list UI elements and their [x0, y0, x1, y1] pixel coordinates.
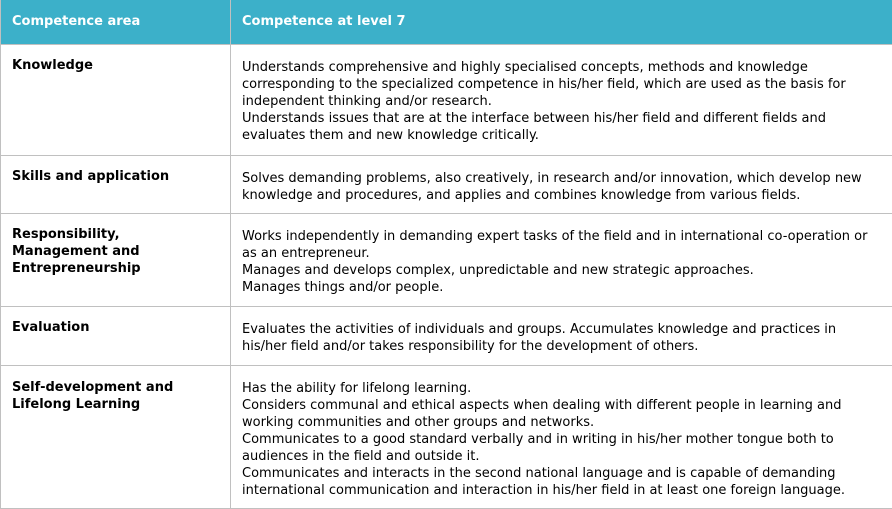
row-description: [231, 44, 892, 155]
description-line: Understands comprehensive and highly specialised concepts, methods and knowledge corresponding to the specialized competence in his/her field, which are used as the basis for independent thinking and/or research.: [242, 59, 881, 110]
description-line: Solves demanding problems, also creatively, in research and/or innovation, which develop new knowledge and procedures, and applies and combines knowledge from various fields.: [242, 170, 881, 204]
row-description: [231, 155, 892, 213]
description-line: Has the ability for lifelong learning.: [242, 380, 881, 397]
description-line: Manages and develops complex, unpredictable and new strategic approaches.: [242, 262, 881, 279]
header-row: [1, 0, 892, 44]
header-competence-level: Competence at level 7: [231, 0, 892, 44]
table-row: [1, 44, 892, 155]
row-description: [231, 365, 892, 508]
description-line: Considers communal and ethical aspects when dealing with different people in learning and working communities and other groups and networks.: [242, 397, 881, 431]
row-area-label: Responsibility, Management and Entrepreneurship: [1, 213, 231, 306]
table-row: [1, 365, 892, 508]
row-description: [231, 213, 892, 306]
table-row: [1, 213, 892, 306]
description-line: Understands issues that are at the interface between his/her field and different fields and evaluates them and new knowledge critically.: [242, 110, 881, 144]
row-area-label: Knowledge: [1, 44, 231, 155]
row-area-label: Skills and application: [1, 155, 231, 213]
table-row: [1, 155, 892, 213]
row-description: [231, 306, 892, 365]
row-area-label: Self-development and Lifelong Learning: [1, 365, 231, 508]
row-area-label: Evaluation: [1, 306, 231, 365]
description-line: Evaluates the activities of individuals and groups. Accumulates knowledge and practices in his/her field and/or takes responsibility for the development of others.: [242, 321, 881, 355]
description-line: Communicates and interacts in the second national language and is capable of demanding international communication and interaction in his/her field in at least one foreign language.: [242, 465, 881, 499]
description-line: Works independently in demanding expert tasks of the field and in international co-operation or as an entrepreneur.: [242, 228, 881, 262]
description-line: Manages things and/or people.: [242, 279, 881, 296]
header-competence-area: Competence area: [1, 0, 231, 44]
table-row: [1, 306, 892, 365]
description-line: Communicates to a good standard verbally and in writing in his/her mother tongue both to audiences in the field and outside it.: [242, 431, 881, 465]
